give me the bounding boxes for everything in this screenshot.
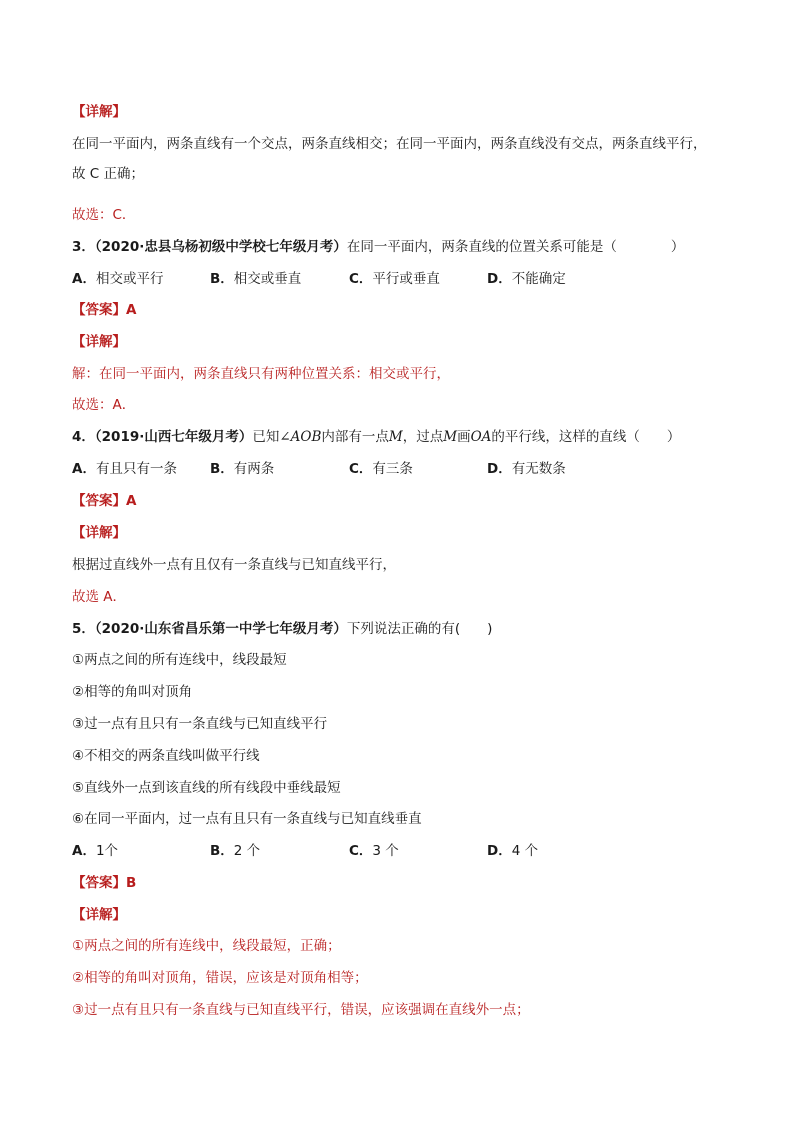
q4-stem-line [72, 428, 680, 446]
q5-statement-3: ③过一点有且只有一条直线与已知直线平行 [72, 716, 328, 732]
q3-option-c [349, 270, 440, 288]
q5-detail-label: 【详解】 [72, 907, 126, 923]
q5-option-a-text: 1个 [95, 843, 119, 859]
q3-option-c-text: 平行或垂直 [372, 271, 440, 287]
q4-point2: M [443, 429, 458, 445]
q5-option-d [487, 842, 538, 860]
q3-option-d-letter: D． [487, 271, 512, 287]
q5-option-b-text: 2 个 [233, 843, 261, 859]
q4-option-a-letter: A． [72, 461, 96, 477]
q3-option-b-letter: B． [210, 271, 234, 287]
q3-answer-label: 【答案】 [72, 302, 126, 318]
q3-detail-label: 【详解】 [72, 334, 126, 350]
q2-conclusion: 故选：C． [72, 207, 136, 223]
q2-explain-line2: 故 C 正确； [72, 166, 145, 182]
q3-option-a-text: 相交或平行 [95, 271, 164, 287]
q5-option-b-letter: B． [210, 843, 234, 859]
q5-option-b [210, 842, 260, 860]
q4-stem-a: 已知 [252, 429, 280, 445]
q5-answer-line [72, 874, 136, 892]
q5-explain-3: ③过一点有且只有一条直线与已知直线平行，错误，应该强调在直线外一点； [72, 1002, 530, 1018]
q5-statement-4: ④不相交的两条直线叫做平行线 [72, 748, 260, 764]
q3-answer: A [126, 302, 137, 318]
q5-option-c-letter: C． [349, 843, 373, 859]
q4-option-a-text: 有且只有一条 [95, 461, 177, 477]
q5-option-c [349, 842, 399, 860]
q5-option-a-letter: A． [72, 843, 96, 859]
q4-line: OA [470, 429, 492, 445]
q4-option-b [210, 460, 274, 478]
q4-point: M [388, 429, 403, 445]
q5-answer: B [126, 875, 137, 891]
q4-option-b-text: 有两条 [233, 461, 275, 477]
q5-stem: 下列说法正确的有( ) [346, 621, 493, 637]
q3-source: （2020·忠县乌杨初级中学校七年级月考） [94, 239, 347, 255]
q4-stem-b: 内部有一点 [321, 429, 389, 445]
q3-option-d [487, 270, 566, 288]
q5-option-c-text: 3 个 [372, 843, 399, 859]
q3-answer-line [72, 301, 136, 319]
q3-stem: 在同一平面内，两条直线的位置关系可能是（ ） [346, 239, 685, 255]
q5-stem-line [72, 620, 492, 638]
q4-option-d [487, 460, 566, 478]
q2-detail-label: 【详解】 [72, 104, 126, 120]
q3-conclusion: 故选：A． [72, 397, 136, 413]
q4-explain: 根据过直线外一点有且仅有一条直线与已知直线平行， [72, 557, 396, 573]
q3-option-a-letter: A． [72, 271, 96, 287]
q3-stem-line [72, 238, 684, 256]
q4-stem-e: 的平行线，这样的直线（ ） [491, 429, 681, 445]
q4-stem-c: ，过点 [402, 429, 444, 445]
q4-angle: ∠AOB [279, 429, 322, 445]
q4-answer-line [72, 492, 136, 510]
q4-stem-d: 画 [457, 429, 471, 445]
q4-option-a [72, 460, 177, 478]
q5-statement-2: ②相等的角叫对顶角 [72, 684, 193, 700]
q5-statement-6: ⑥在同一平面内，过一点有且只有一条直线与已知直线垂直 [72, 811, 422, 827]
q5-number: 5． [72, 621, 95, 637]
q4-option-c-letter: C． [349, 461, 373, 477]
q5-source: （2020·山东省昌乐第一中学七年级月考） [94, 621, 347, 637]
q4-answer: A [126, 493, 137, 509]
q3-option-a [72, 270, 163, 288]
q4-option-c [349, 460, 413, 478]
q5-explain-1: ①两点之间的所有连线中，线段最短，正确； [72, 938, 341, 954]
q3-number: 3． [72, 239, 95, 255]
q3-option-d-text: 不能确定 [511, 271, 566, 287]
q2-explain-line1: 在同一平面内，两条直线有一个交点，两条直线相交；在同一平面内，两条直线没有交点，两条直线平行， [72, 136, 707, 152]
q3-option-b [210, 270, 301, 288]
q4-option-c-text: 有三条 [372, 461, 413, 477]
q5-option-a [72, 842, 118, 860]
q3-option-c-letter: C． [349, 271, 373, 287]
q5-statement-1: ①两点之间的所有连线中，线段最短 [72, 652, 287, 668]
q4-option-b-letter: B． [210, 461, 234, 477]
q4-option-d-text: 有无数条 [511, 461, 566, 477]
q4-answer-label: 【答案】 [72, 493, 126, 509]
q5-option-d-letter: D． [487, 843, 512, 859]
q3-explain: 解：在同一平面内，两条直线只有两种位置关系：相交或平行， [72, 366, 450, 382]
q5-explain-2: ②相等的角叫对顶角，错误，应该是对顶角相等； [72, 970, 368, 986]
q5-statement-5: ⑤直线外一点到该直线的所有线段中垂线最短 [72, 780, 341, 796]
q4-detail-label: 【详解】 [72, 525, 126, 541]
q4-option-d-letter: D． [487, 461, 512, 477]
q4-number: 4． [72, 429, 95, 445]
q3-option-b-text: 相交或垂直 [233, 271, 302, 287]
q5-answer-label: 【答案】 [72, 875, 126, 891]
q4-conclusion: 故选 A． [72, 589, 127, 605]
q4-source: （2019·山西七年级月考） [94, 429, 253, 445]
q5-option-d-text: 4 个 [511, 843, 539, 859]
